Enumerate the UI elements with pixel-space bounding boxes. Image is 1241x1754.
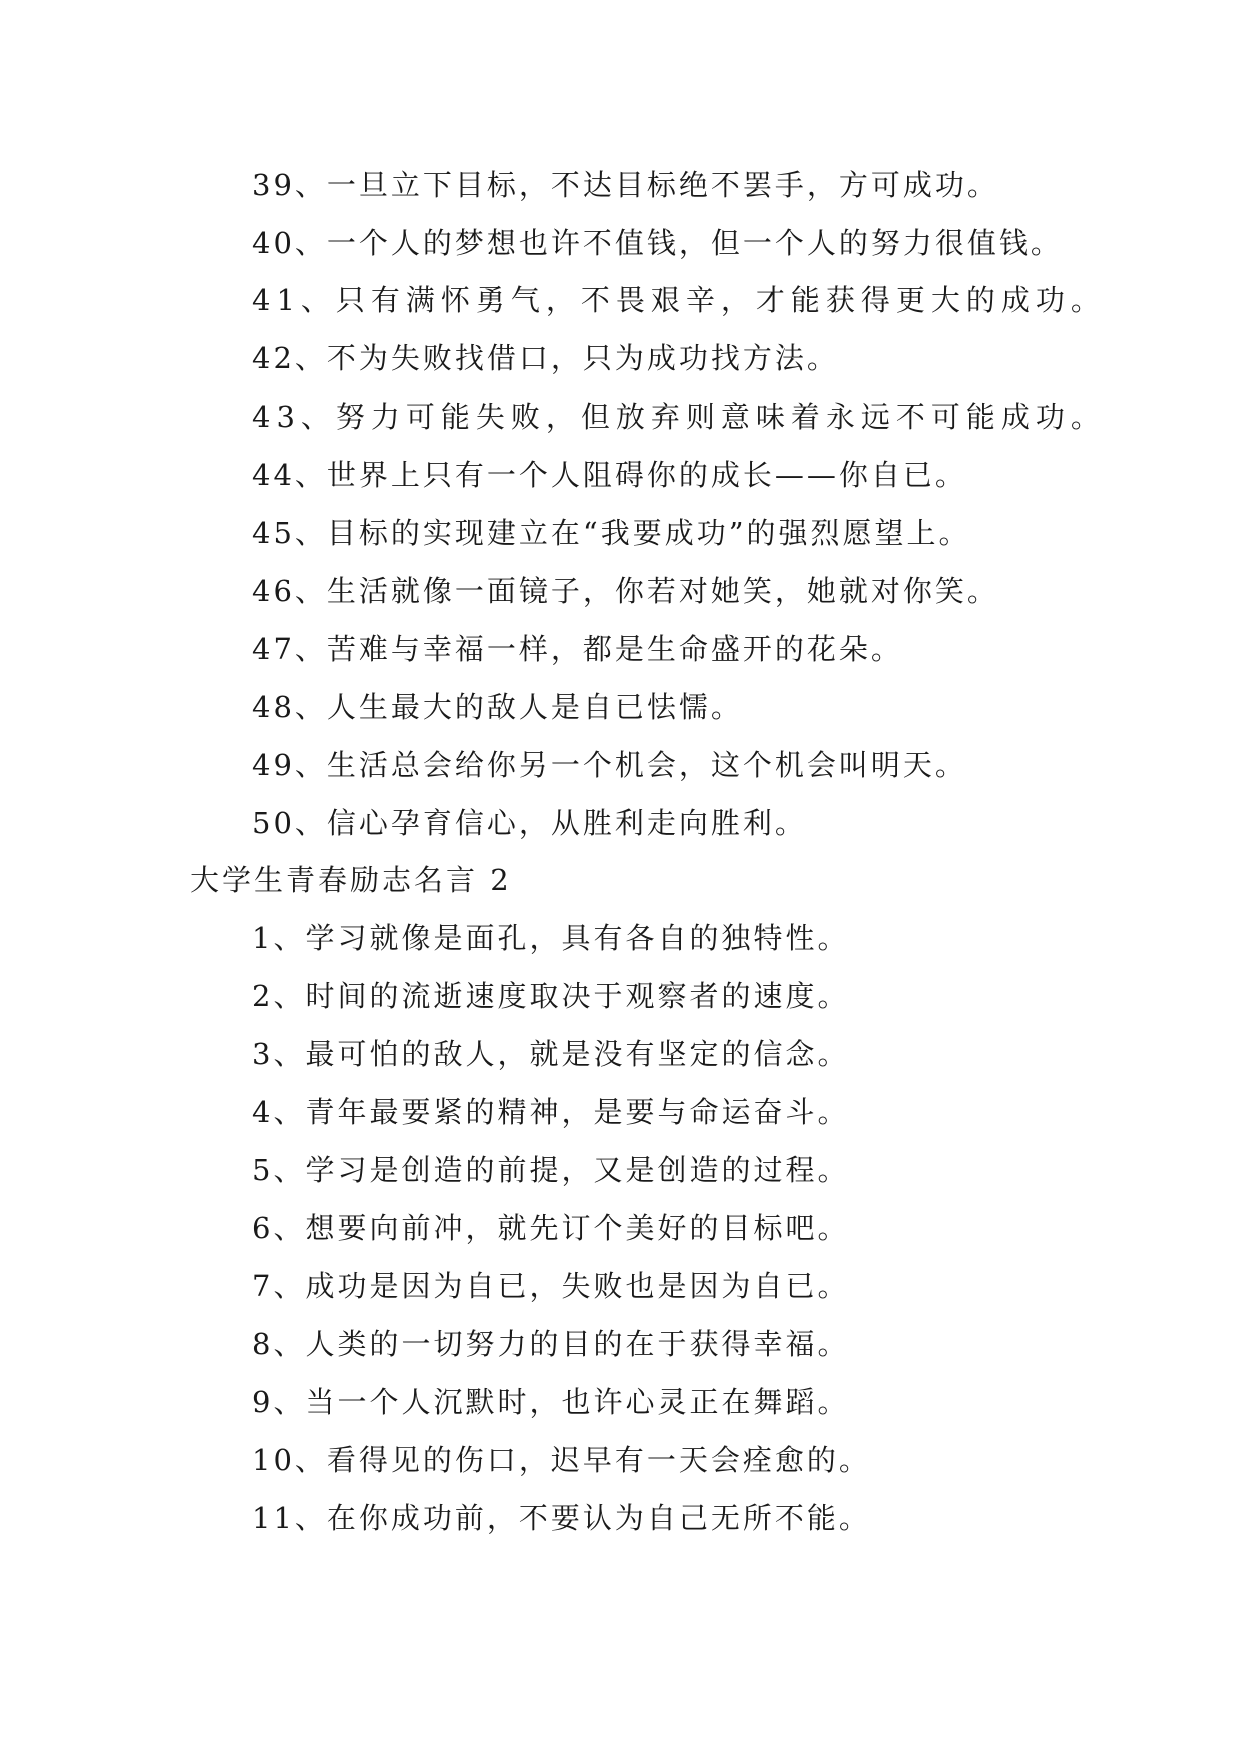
list-item: 41、只有满怀勇气，不畏艰辛，才能获得更大的成功。 (252, 283, 1106, 317)
list-item: 46、生活就像一面镜子，你若对她笑，她就对你笑。 (252, 574, 999, 608)
list-item: 39、一旦立下目标，不达目标绝不罢手，方可成功。 (252, 168, 999, 202)
section-heading: 大学生青春励志名言 2 (190, 863, 512, 897)
list-item: 43、努力可能失败，但放弃则意味着永远不可能成功。 (252, 400, 1106, 434)
list-item: 44、世界上只有一个人阻碍你的成长——你自已。 (252, 458, 967, 492)
list-item: 8、人类的一切努力的目的在于获得幸福。 (252, 1327, 850, 1361)
list-item: 1、学习就像是面孔，具有各自的独特性。 (252, 921, 850, 955)
list-item: 42、不为失败找借口，只为成功找方法。 (252, 341, 839, 375)
list-item: 10、看得见的伤口，迟早有一天会痊愈的。 (252, 1443, 871, 1477)
list-item: 40、一个人的梦想也许不值钱，但一个人的努力很值钱。 (252, 226, 1063, 260)
list-item: 5、学习是创造的前提，又是创造的过程。 (252, 1153, 850, 1187)
list-item: 6、想要向前冲，就先订个美好的目标吧。 (252, 1211, 850, 1245)
list-item: 4、青年最要紧的精神，是要与命运奋斗。 (252, 1095, 850, 1129)
list-item: 9、当一个人沉默时，也许心灵正在舞蹈。 (252, 1385, 850, 1419)
list-item: 50、信心孕育信心，从胜利走向胜利。 (252, 806, 807, 840)
list-item: 45、目标的实现建立在“我要成功”的强烈愿望上。 (252, 516, 971, 550)
list-item: 47、苦难与幸福一样，都是生命盛开的花朵。 (252, 632, 903, 666)
list-item: 48、人生最大的敌人是自已怯懦。 (252, 690, 743, 724)
list-item: 49、生活总会给你另一个机会，这个机会叫明天。 (252, 748, 967, 782)
list-item: 11、在你成功前，不要认为自己无所不能。 (252, 1501, 871, 1535)
list-item: 7、成功是因为自已，失败也是因为自已。 (252, 1269, 850, 1303)
list-item: 2、时间的流逝速度取决于观察者的速度。 (252, 979, 850, 1013)
list-item: 3、最可怕的敌人，就是没有坚定的信念。 (252, 1037, 850, 1071)
